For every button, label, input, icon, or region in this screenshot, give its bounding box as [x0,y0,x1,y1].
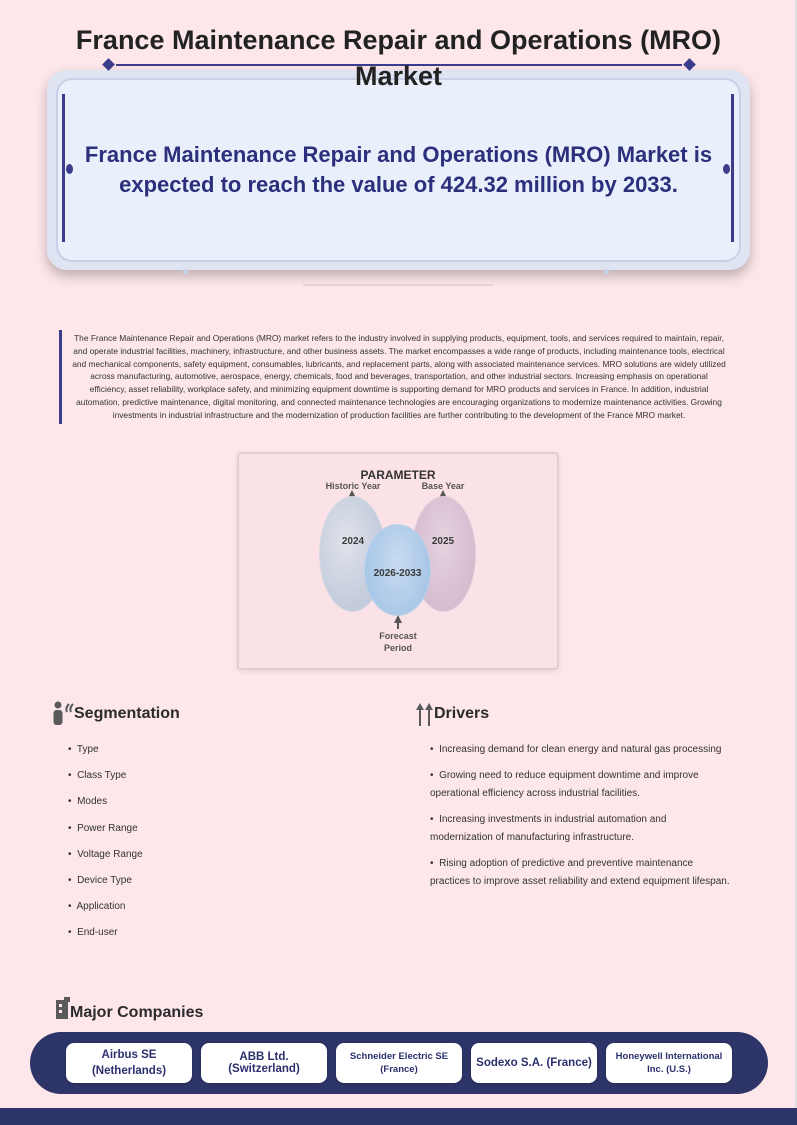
forecast-arrow-stem [397,622,399,629]
list-item: • Type [68,744,99,755]
drivers-arrows-icon [415,701,435,727]
list-item: • Rising adoption of predictive and preventive maintenance practices to improve asset reliability and extend equipment lifespan. [430,858,730,887]
base-year-value: 2025 [431,536,455,547]
list-item: • Voltage Range [68,848,143,860]
hero-card [56,78,741,262]
list-item: • End-user [68,927,118,939]
drivers-list [430,741,730,899]
segmentation-icon [52,700,74,726]
company-card: Schneider Electric SE (France) [336,1043,462,1083]
hero-left-dot [66,164,73,174]
building-icon [55,996,71,1020]
company-card: ABB Ltd. (Switzerland) [201,1043,327,1083]
hero-statement: France Maintenance Repair and Operations (MRO) Market is expected to reach the value of 424.32 million by 2033. [84,142,713,197]
list-item: • Growing need to reduce equipment downtime and improve operational efficiency across industrial facilities. [430,770,699,799]
hero-foot-dot [183,269,188,274]
description-bar [59,330,62,424]
segmentation-list [68,741,348,951]
list-item: • Device Type [68,874,132,886]
hero-right-dot [723,164,730,174]
hero-foot-dot [604,269,609,274]
hero-shadow-line [303,284,493,286]
hero-left-bar [62,94,65,242]
base-year-caption: Base Year [421,481,465,491]
list-item: • Class Type [68,770,127,782]
company-card: Airbus SE (Netherlands) [66,1043,192,1083]
companies-heading: Major Companies [70,1004,204,1021]
segmentation-heading: Segmentation [74,705,180,722]
company-card: Honeywell International Inc. (U.S.) [606,1043,732,1083]
historic-year-caption: Historic Year [325,481,381,491]
forecast-period-caption: Forecast Period [379,631,417,653]
list-item: • Increasing demand for clean energy and natural gas processing [430,744,722,755]
hero-right-bar [731,94,734,242]
parameter-title: PARAMETER [360,468,436,482]
page-title: France Maintenance Repair and Operations (MRO) Market [75,25,722,91]
historic-year-value: 2024 [341,536,365,547]
list-item: • Application [68,901,126,913]
list-item: • Modes [68,796,108,808]
list-item: • Increasing investments in industrial automation and modernization of manufacturing infrastructure. [430,814,667,843]
drivers-heading: Drivers [434,705,490,722]
footer-bar [0,1108,797,1125]
list-item: • Power Range [68,822,138,834]
market-description: The France Maintenance Repair and Operations (MRO) market refers to the industry involved in supplying products, equipment, tools, and services required to maintain, repair, and operate industrial facilities, machinery, infrastructure, and other business assets. The market encompasses a wide range of products, including maintenance tools, electrical and mechanical components, safety equipment, consumables, lubricants, and replacement parts, along with associated maintenance services. MRO solutions are widely utilized across manufacturing, automotive, aerospace, energy, chemicals, food and beverages, transportation, and other industrial sectors. Increasing emphasis on operational efficiency, asset reliability, workplace safety, and minimizing equipment downtime is supporting demand for MRO products and services in France. In addition, industrial automation, predictive maintenance, digital monitoring, and connected maintenance technologies are encouraging organizations to modernize maintenance activities. Growing investments in industrial infrastructure and the modernization of production facilities are further contributing to the development of the France MRO market. [72,333,726,420]
forecast-years-value: 2026-2033 [373,568,422,579]
company-card: Sodexo S.A. (France) [471,1043,597,1083]
